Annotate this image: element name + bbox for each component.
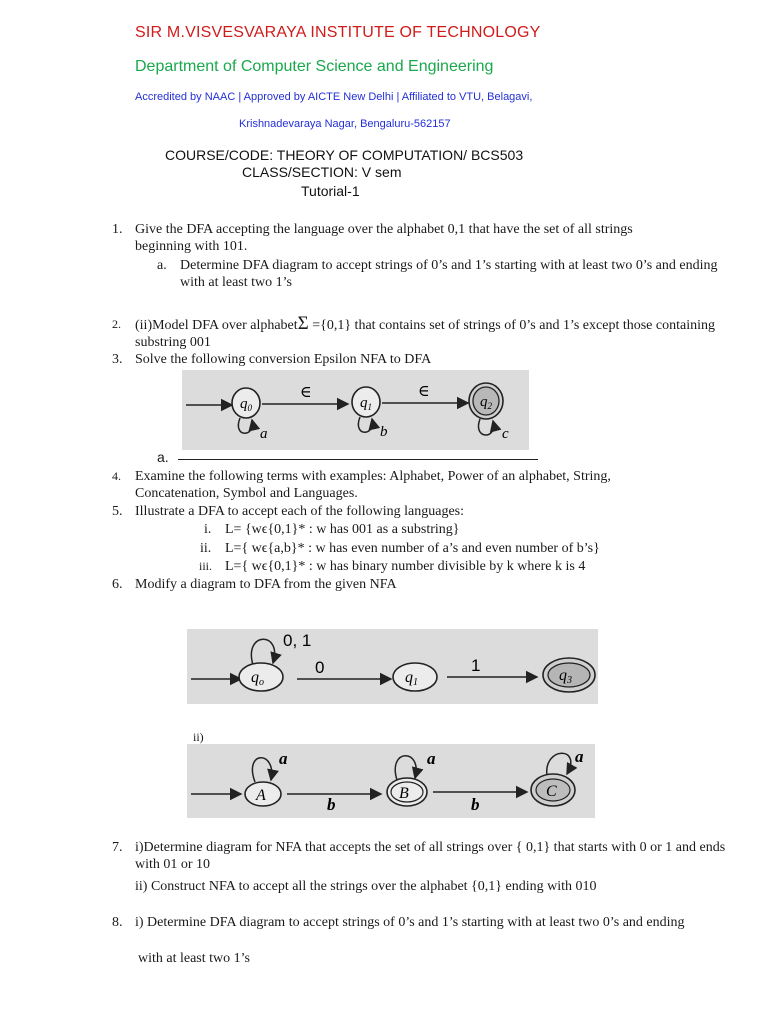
q5-text: Illustrate a DFA to accept each of the following languages: [135, 504, 465, 519]
svg-text:q1: $q_1$ [360, 395, 372, 412]
transition-b1-label: b [327, 795, 336, 814]
state-q1 [393, 663, 437, 691]
course-code: COURSE/CODE: THEORY OF COMPUTATION/ BCS503 [165, 147, 524, 163]
svg-text:q2: $q_2$ [480, 394, 492, 411]
epsilon-nfa-figure [182, 370, 529, 450]
q5-item-ii-text: L={ wϵ{a,b}* : w has even number of a’s and even number of b’s} [225, 541, 600, 556]
svg-text:q1: q1 [405, 669, 418, 688]
q5-item-iii-marker: iii. [199, 559, 213, 573]
q7-number: 7. [112, 840, 123, 855]
q1-number: 1. [112, 222, 123, 237]
q5-item-i-marker: i. [204, 522, 212, 537]
loop-a-label: a [260, 426, 268, 442]
state-q0 [232, 388, 260, 418]
state-B-label: B [399, 785, 409, 802]
q5-item-i-text: L= {wϵ{0,1}* : w has 001 as a substring} [225, 522, 460, 537]
state-q0-label: q [240, 396, 248, 412]
svg-text:qo: qo [251, 669, 264, 688]
loop-a2-label: a [427, 749, 436, 768]
q3-text: Solve the following conversion Epsilon NFA to DFA [135, 352, 432, 367]
state-q2-final [469, 383, 503, 419]
q3-figure-marker: a. [157, 449, 169, 465]
q8-text: i) Determine DFA diagram to accept strings of 0’s and 1’s starting with at least two 0’s and ending [135, 915, 685, 930]
state-C-label: C [546, 783, 557, 800]
sigma-symbol: Σ [297, 313, 309, 334]
q4-text: Examine the following terms with examples: Alphabet, Power of an alphabet, String, Concatenation, Symbol and Languages. [135, 469, 611, 501]
transition-1-label: 1 [471, 656, 481, 675]
q1-text: Give the DFA accepting the language over the alphabet 0,1 that have the set of all strings beginning with 101. [135, 222, 633, 254]
institute-name: SIR M.VISVESVARAYA INSTITUTE OF TECHNOLOGY [135, 24, 541, 41]
q3-number: 3. [112, 352, 123, 367]
figure-2-marker: ii) [193, 730, 204, 744]
q4-number: 4. [112, 469, 121, 483]
state-A-label: A [256, 787, 266, 804]
loop-a3-label: a [575, 747, 584, 766]
q8-number: 8. [112, 915, 123, 930]
q5-item-iii-text: L={ wϵ{0,1}* : w has binary number divisible by k where k is 4 [225, 559, 586, 574]
tutorial-title: Tutorial-1 [301, 183, 360, 199]
loop-c-label: c [502, 426, 509, 442]
underline-rule [178, 459, 538, 460]
q6-number: 6. [112, 577, 123, 592]
address-line: Krishnadevaraya Nagar, Bengaluru-562157 [239, 118, 451, 130]
svg-text:q3: q3 [559, 667, 572, 686]
loop-01-label: 0, 1 [283, 631, 312, 650]
q2-text [135, 315, 715, 351]
q5-number: 5. [112, 504, 123, 519]
nfa-figure-2 [187, 744, 595, 818]
q7-text-2: ii) Construct NFA to accept all the strings over the alphabet {0,1} ending with 010 [135, 879, 597, 894]
transition-0-label: 0 [315, 658, 325, 677]
department-name: Department of Computer Science and Engineering [135, 58, 494, 75]
q2-text-before: (ii)Model DFA over alphabet [135, 318, 298, 333]
loop-b-label: b [380, 424, 388, 440]
transition-b2-label: b [471, 795, 480, 814]
q7-text: i)Determine diagram for NFA that accepts the set of all strings over { 0,1} that starts with 0 or 1 and ends with 01 or 10 [135, 840, 726, 872]
q1a-text: Determine DFA diagram to accept strings of 0’s and 1’s starting with at least two 0’s and ending with at least two 1’s [180, 258, 718, 290]
q6-text: Modify a diagram to DFA from the given NFA [135, 577, 397, 592]
accreditation-line: Accredited by NAAC | Approved by AICTE New Delhi | Affiliated to VTU, Belagavi, [135, 91, 533, 103]
epsilon-1-label: ∈ [300, 384, 312, 401]
state-q0 [239, 663, 283, 691]
q5-item-ii-marker: ii. [200, 541, 212, 556]
state-q3-final [543, 658, 595, 692]
state-C-final [531, 774, 575, 806]
q2-text-after: ={0,1} that contains set of strings of 0’s and 1’s except those containing substring 001 [135, 318, 715, 350]
class-section: CLASS/SECTION: V sem [242, 164, 402, 180]
q1a-marker: a. [157, 258, 167, 273]
q2-number: 2. [112, 317, 121, 331]
svg-text:q0: $q_0$ [240, 396, 252, 413]
epsilon-2-label: ∈ [418, 383, 430, 400]
q8-text-continued: with at least two 1’s [138, 951, 250, 966]
state-B [387, 778, 427, 806]
state-A [245, 782, 281, 806]
loop-a1-label: a [279, 749, 288, 768]
nfa-figure-1 [187, 629, 598, 704]
state-q1 [352, 387, 380, 417]
